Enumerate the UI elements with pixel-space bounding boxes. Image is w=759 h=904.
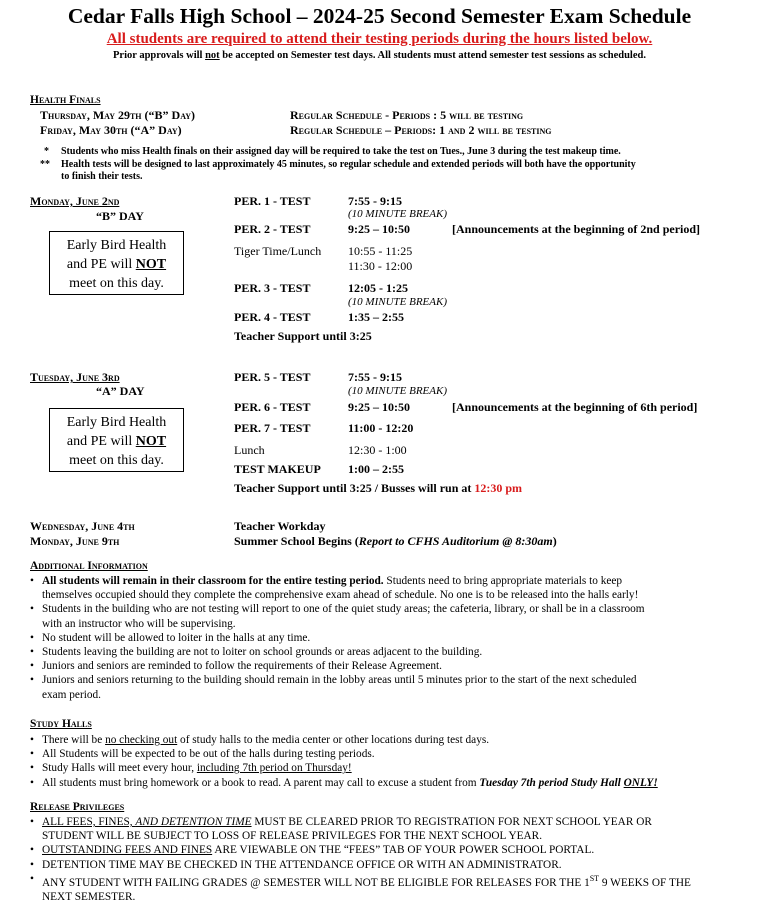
monday-day-type: “B” DAY <box>96 209 144 223</box>
tue-per6-note: [Announcements at the beginning of 6th period] <box>452 400 698 414</box>
mon-per3-label: PER. 3 - TEST <box>234 281 311 295</box>
tue-makeup-label: TEST MAKEUP <box>234 462 321 476</box>
tue-per7-label: PER. 7 - TEST <box>234 421 311 435</box>
tuesday-date: Tuesday, June 3rd <box>30 370 120 384</box>
tue-per5-time: 7:55 - 9:15 <box>348 370 402 384</box>
list-item: • DETENTION TIME MAY BE CHECKED IN THE ATTENDANCE OFFICE OR WITH AN ADMINISTRATOR. <box>30 858 755 872</box>
mon-break-1: (10 MINUTE BREAK) <box>348 208 447 220</box>
tuesday-day-type: “A” DAY <box>96 384 145 398</box>
health-note-2-cont: to finish their tests. <box>61 171 143 182</box>
note-asterisk: * <box>44 146 49 157</box>
list-item: • Juniors and seniors are reminded to follow the requirements of their Release Agreement. <box>30 659 755 673</box>
tue-lunch-label: Lunch <box>234 443 265 457</box>
mon-break-2: (10 MINUTE BREAK) <box>348 296 447 308</box>
health-finals-heading: Health Finals <box>30 94 101 106</box>
list-item: • There will be no checking out of study halls to the media center or other locations during test days. <box>30 733 755 747</box>
mon-per2-label: PER. 2 - TEST <box>234 222 311 236</box>
study-halls-list <box>30 733 755 790</box>
mon-tiger-label: Tiger Time/Lunch <box>234 244 322 258</box>
tue-per5-label: PER. 5 - TEST <box>234 370 311 384</box>
monday-early-bird-box: Early Bird Health and PE will NOT meet on this day. <box>49 231 184 295</box>
additional-info-list <box>30 574 755 702</box>
mon-per4-label: PER. 4 - TEST <box>234 310 311 324</box>
mon-per1-label: PER. 1 - TEST <box>234 194 311 208</box>
wednesday-date: Wednesday, June 4th <box>30 519 135 533</box>
health-schedule-1: Regular Schedule - Periods : 5 will be testing <box>290 108 524 122</box>
tue-teacher-support: Teacher Support until 3:25 / Busses will run at 12:30 pm <box>234 481 523 495</box>
mon-teacher-support: Teacher Support until 3:25 <box>234 329 372 343</box>
list-item: • ANY STUDENT WITH FAILING GRADES @ SEMESTER WILL NOT BE ELIGIBLE FOR RELEASES FOR THE 1ST 9 WEEKS OF THE NEXT SEMESTER. <box>30 872 755 904</box>
health-note-2: Health tests will be designed to last approximately 45 minutes, so regular schedule and extended periods will both have the opportunity <box>61 159 636 170</box>
study-halls-heading: Study Halls <box>30 718 92 730</box>
list-item: • OUTSTANDING FEES AND FINES ARE VIEWABLE ON THE “FEES” TAB OF YOUR POWER SCHOOL PORTAL. <box>30 843 755 857</box>
tue-lunch-time: 12:30 - 1:00 <box>348 443 407 457</box>
monday-date: Monday, June 2nd <box>30 194 120 208</box>
tue-per6-label: PER. 6 - TEST <box>234 400 311 414</box>
list-item: • All students will remain in their classroom for the entire testing period. Students need to bring appropriate materials to keep themselves occupied should they complete the comprehensive exam ahead of schedule. No one is to be released into the halls early! <box>30 574 755 602</box>
attendance-notice: All students are required to attend their testing periods during the hours listed below. <box>106 31 653 47</box>
summer-school-date: Monday, June 9th <box>30 534 120 548</box>
additional-info-heading: Additional Information <box>30 560 148 572</box>
page-title: Cedar Falls High School – 2024-25 Second Semester Exam Schedule <box>67 4 692 28</box>
mon-per2-time: 9:25 – 10:50 <box>348 222 410 236</box>
release-privileges-heading: Release Privileges <box>30 801 125 813</box>
list-item: • ALL FEES, FINES, AND DETENTION TIME MUST BE CLEARED PRIOR TO REGISTRATION FOR NEXT SCHOOL YEAR OR STUDENT WILL BE SUBJECT TO LOSS OF RELEASE PRIVILEGES FOR THE NEXT SCHOOL YEAR. <box>30 815 755 843</box>
mon-per1-time: 7:55 - 9:15 <box>348 194 402 208</box>
prior-approvals-note: Prior approvals will not be accepted on Semester test days. All students must attend semester test sessions as scheduled. <box>113 50 646 61</box>
mon-tiger-time-2: 11:30 - 12:00 <box>348 259 413 273</box>
list-item: • Students in the building who are not testing will report to one of the quiet study areas; the cafeteria, library, or shall be in a classroom with an instructor who will be supervising. <box>30 602 755 630</box>
list-item: • No student will be allowed to loiter in the halls at any time. <box>30 631 755 645</box>
mon-per4-time: 1:35 – 2:55 <box>348 310 404 324</box>
list-item: • Students leaving the building are not to loiter on school grounds or areas adjacent to the building. <box>30 645 755 659</box>
tue-per6-time: 9:25 – 10:50 <box>348 400 410 414</box>
mon-per2-note: [Announcements at the beginning of 2nd period] <box>452 222 701 236</box>
mon-tiger-time-1: 10:55 - 11:25 <box>348 244 413 258</box>
mon-per3-time: 12:05 - 1:25 <box>348 281 408 295</box>
note-double-asterisk: ** <box>40 159 50 170</box>
health-schedule-2: Regular Schedule – Periods: 1 and 2 will be testing <box>290 123 552 137</box>
tuesday-early-bird-box: Early Bird Health and PE will NOT meet on this day. <box>49 408 184 472</box>
health-day-1: Thursday, May 29th (“B” Day) <box>40 108 196 122</box>
wednesday-event: Teacher Workday <box>234 519 326 533</box>
list-item: • Study Halls will meet every hour, including 7th period on Thursday! <box>30 761 755 775</box>
health-note-1: Students who miss Health finals on their assigned day will be required to take the test on Tues., June 3 during the test makeup time. <box>61 146 621 157</box>
tue-makeup-time: 1:00 – 2:55 <box>348 462 404 476</box>
list-item: • All Students will be expected to be out of the halls during testing periods. <box>30 747 755 761</box>
release-privileges-list <box>30 815 755 904</box>
list-item: • Juniors and seniors returning to the building should remain in the lobby areas until 5 minutes prior to the start of the next scheduled exam period. <box>30 673 755 701</box>
list-item: • All students must bring homework or a book to read. A parent may call to excuse a student from Tuesday 7th period Study Hall ONLY! <box>30 776 755 790</box>
tue-per7-time: 11:00 - 12:20 <box>348 421 414 435</box>
health-day-2: Friday, May 30th (“A” Day) <box>40 123 182 137</box>
tue-break: (10 MINUTE BREAK) <box>348 385 447 397</box>
summer-school-event: Summer School Begins (Report to CFHS Auditorium @ 8:30am) <box>234 534 557 548</box>
bus-time: 12:30 pm <box>474 481 523 495</box>
